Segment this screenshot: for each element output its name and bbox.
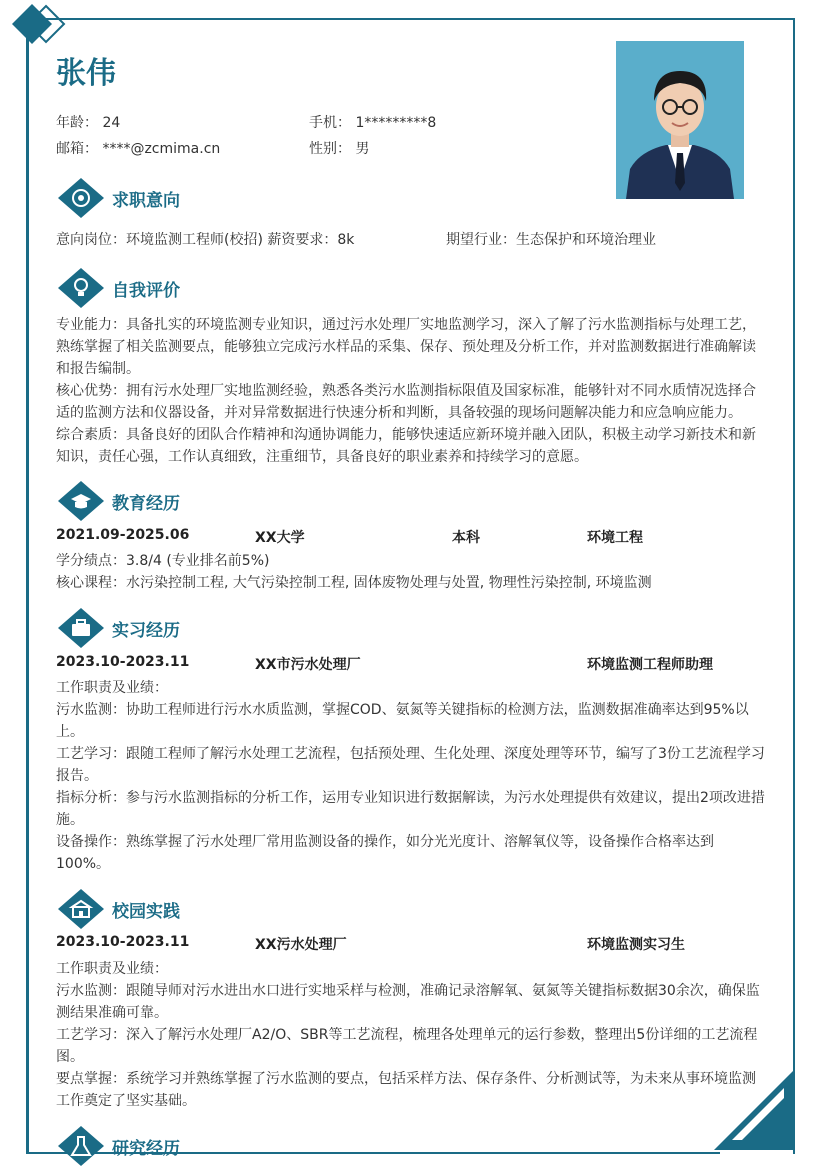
internship-line: 工艺学习：跟随工程师了解污水处理工艺流程，包括预处理、生化处理、深度处理等环节，编写了3份工艺流程学习报告。 xyxy=(56,746,765,784)
section-intent-header xyxy=(58,178,180,218)
campus-row xyxy=(56,934,766,956)
campus-role: 环境监测实习生 xyxy=(587,937,685,953)
education-school: XX大学 xyxy=(255,530,305,546)
section-education-header xyxy=(58,481,180,521)
self-eval-quality: 综合素质：具备良好的团队合作精神和沟通协调能力，能够快速适应新环境并融入团队，积极主动学习新技术和新知识，责任心强，工作认真细致，注重细节，具备良好的职业素养和持续学习的意愿。 xyxy=(56,427,756,465)
section-research-title: 研究经历 xyxy=(112,1138,180,1159)
campus-details xyxy=(56,958,766,1112)
internship-role: 环境监测工程师助理 xyxy=(587,657,713,673)
briefcase-icon xyxy=(58,608,104,648)
self-eval-professional: 专业能力：具备扎实的环境监测专业知识，通过污水处理厂实地监测学习，深入了解了污水监测指标与处理工艺，熟练掌握了相关监测要点，能够独立完成污水样品的采集、保存、预处理及分析工作，并对监测数据进行准确解读和报告编制。 xyxy=(56,317,756,377)
self-evaluation xyxy=(56,314,766,468)
corner-diamond-decoration xyxy=(0,0,90,50)
age-field: 年龄： 24 xyxy=(56,115,121,131)
campus-line: 工艺学习：深入了解污水处理厂A2/O、SBR等工艺流程，梳理各处理单元的运行参数，整理出5份详细的工艺流程图。 xyxy=(56,1027,758,1065)
internship-line: 设备操作：熟练掌握了污水处理厂常用监测设备的操作，如分光光度计、溶解氧仪等，设备操作合格率达到100%。 xyxy=(56,834,714,872)
section-campus-header xyxy=(58,889,180,929)
self-eval-strength: 核心优势：拥有污水处理厂实地监测经验，熟悉各类污水监测指标限值及国家标准，能够针对不同水质情况选择合适的监测方法和仪器设备，并对异常数据进行快速分析和判断，具备较强的现场问题解决能力和应急响应能力。 xyxy=(56,383,756,421)
section-research-header xyxy=(58,1126,180,1166)
education-details xyxy=(56,550,766,594)
gender-field: 性别： 男 xyxy=(309,141,370,157)
intent-industry: 期望行业：生态保护和环境治理业 xyxy=(446,232,656,248)
section-internship-title: 实习经历 xyxy=(112,620,180,641)
email-field: 邮箱： ****@zcmima.cn xyxy=(56,141,221,157)
candidate-name: 张伟 xyxy=(56,56,116,91)
education-courses: 核心课程：水污染控制工程, 大气污染控制工程, 固体废物处理与处置, 物理性污染控制, 环境监测 xyxy=(56,575,652,591)
internship-period: 2023.10-2023.11 xyxy=(56,654,190,670)
internship-details xyxy=(56,677,766,875)
education-period: 2021.09-2025.06 xyxy=(56,527,190,543)
education-major: 环境工程 xyxy=(587,530,643,546)
section-education-title: 教育经历 xyxy=(112,493,180,514)
campus-line: 污水监测：跟随导师对污水进出水口进行实地采样与检测，准确记录溶解氧、氨氮等关键指标数据30余次，确保监测结果准确可靠。 xyxy=(56,983,760,1021)
campus-period: 2023.10-2023.11 xyxy=(56,934,190,950)
section-campus-title: 校园实践 xyxy=(112,901,180,922)
target-icon xyxy=(58,178,104,218)
section-intent-title: 求职意向 xyxy=(112,190,180,211)
internship-line: 指标分析：参与污水监测指标的分析工作，运用专业知识进行数据解读，为污水处理提供有效建议，提出2项改进措施。 xyxy=(56,790,765,828)
education-row xyxy=(56,527,766,549)
intent-position: 意向岗位：环境监测工程师(校招) 薪资要求：8k xyxy=(56,232,355,248)
internship-row xyxy=(56,654,766,676)
graduation-cap-icon xyxy=(58,481,104,521)
section-self-title: 自我评价 xyxy=(112,280,180,301)
internship-line: 污水监测：协助工程师进行污水水质监测，掌握COD、氨氮等关键指标的检测方法，监测数据准确率达到95%以上。 xyxy=(56,702,749,740)
section-self-header xyxy=(58,268,180,308)
profile-photo xyxy=(616,41,744,199)
internship-org: XX市污水处理厂 xyxy=(255,657,361,673)
campus-duties-label: 工作职责及业绩： xyxy=(56,961,168,977)
education-gpa: 学分绩点：3.8/4 (专业排名前5%) xyxy=(56,553,270,569)
campus-line: 要点掌握：系统学习并熟练掌握了污水监测的要点，包括采样方法、保存条件、分析测试等，为未来从事环境监测工作奠定了坚实基础。 xyxy=(56,1071,756,1109)
education-degree: 本科 xyxy=(452,530,480,546)
lightbulb-icon xyxy=(58,268,104,308)
section-internship-header xyxy=(58,608,180,648)
internship-duties-label: 工作职责及业绩： xyxy=(56,680,168,696)
campus-org: XX污水处理厂 xyxy=(255,937,347,953)
school-building-icon xyxy=(58,889,104,929)
flask-icon xyxy=(58,1126,104,1166)
phone-field: 手机： 1*********8 xyxy=(309,115,437,131)
